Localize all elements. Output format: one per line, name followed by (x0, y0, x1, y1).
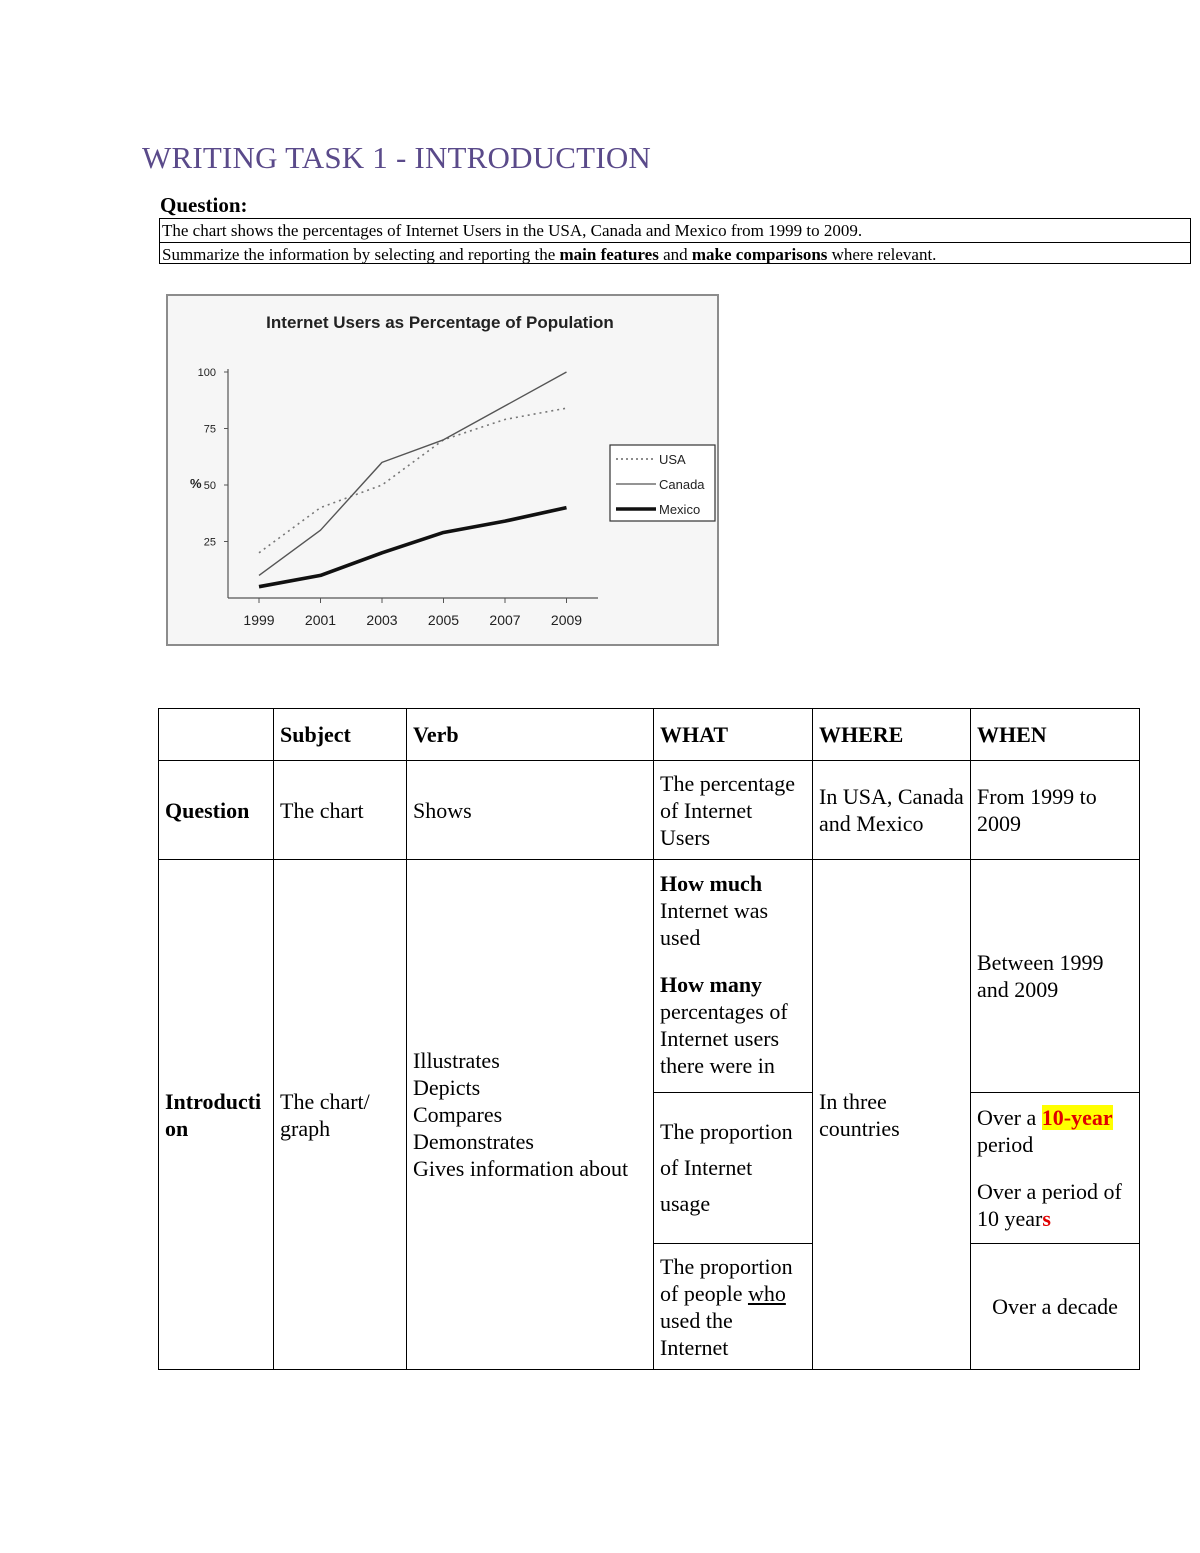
question-text: and (658, 245, 692, 264)
question-when: From 1999 to 2009 (971, 761, 1140, 860)
question-text: Summarize the information by selecting and reporting the (162, 245, 560, 264)
header-cell-blank (159, 709, 274, 761)
question-subject: The chart (274, 761, 407, 860)
verb-item: Illustrates (413, 1048, 500, 1073)
make-comparisons-emphasis: make comparisons (691, 245, 828, 264)
question-line-2 (160, 243, 1190, 266)
when-text: Over a (977, 1105, 1042, 1130)
main-features-emphasis: main features (559, 245, 659, 264)
x-tick-label: 2003 (366, 612, 398, 628)
when-text: period (977, 1132, 1034, 1157)
series-line-canada (259, 372, 567, 575)
highlight-10-year: 10-year (1041, 1105, 1113, 1130)
header-subject: Subject (274, 709, 407, 761)
series-line-mexico (259, 508, 567, 587)
y-tick-label: 50 (203, 480, 216, 492)
verb-item: Depicts (413, 1075, 481, 1100)
how-much-heading: How much (660, 871, 763, 896)
intro-what-proportion-people (654, 1244, 813, 1370)
when-period-line (977, 1178, 1133, 1232)
analysis-table (158, 708, 1140, 1370)
x-tick-label: 2007 (489, 612, 521, 628)
intro-what-how (654, 860, 813, 1093)
x-tick-label: 2005 (427, 612, 460, 628)
intro-where: In three countries (813, 860, 971, 1370)
header-what: WHAT (654, 709, 813, 761)
y-axis-label: % (190, 476, 202, 491)
what-text: The proportion of people (660, 1253, 793, 1306)
x-tick-label: 2009 (550, 612, 583, 628)
introduction-row (159, 860, 1140, 1093)
intro-when-between: Between 1999 and 2009 (971, 860, 1140, 1093)
question-text: where relevant. (827, 245, 937, 264)
question-label: Question: (160, 193, 248, 217)
when-text: Over a period of 10 year (977, 1179, 1122, 1231)
header-when: WHEN (971, 709, 1140, 761)
chart-legend (610, 445, 715, 521)
question-where: In USA, Canada and Mexico (813, 761, 971, 860)
header-verb: Verb (407, 709, 654, 761)
verb-item: Compares (413, 1102, 503, 1127)
question-what: The percentage of Internet Users (654, 761, 813, 860)
table-header-row (159, 709, 1140, 761)
intro-when-decade: Over a decade (971, 1244, 1140, 1370)
row-label-question: Question (159, 761, 274, 860)
intro-when-10-year (971, 1093, 1140, 1244)
legend-label-mexico: Mexico (659, 502, 701, 517)
question-row (159, 761, 1140, 860)
row-label-introduction: Introduction (159, 860, 274, 1370)
when-10-year-line (977, 1104, 1133, 1158)
chart-svg (168, 296, 717, 644)
what-text: used the Internet (660, 1307, 733, 1360)
verb-item: Gives information about (413, 1156, 629, 1181)
plural-s-emphasis: s (1042, 1206, 1051, 1231)
y-tick-label: 25 (203, 536, 216, 549)
legend-label-usa: USA (659, 452, 686, 467)
y-tick-label: 75 (203, 423, 216, 436)
how-much-text: Internet was used (660, 898, 769, 950)
question-line-1: The chart shows the percentages of Internet Users in the USA, Canada and Mexico from 1999 to 2009. (160, 219, 1190, 243)
intro-subject: The chart/ graph (274, 860, 407, 1370)
question-verb: Shows (407, 761, 654, 860)
question-box (159, 218, 1191, 264)
how-many-text: percentages of Internet users there were in (660, 999, 788, 1078)
header-where: WHERE (813, 709, 971, 761)
who-underlined: who (747, 1280, 786, 1306)
x-tick-label: 1999 (243, 612, 275, 628)
y-tick-label: 100 (197, 367, 216, 379)
how-many-heading: How many (660, 972, 763, 997)
chart-title: Internet Users as Percentage of Population (266, 313, 614, 332)
series-line-usa (259, 408, 567, 553)
x-tick-label: 2001 (304, 612, 337, 628)
intro-verbs (407, 860, 654, 1370)
legend-label-canada: Canada (659, 477, 705, 492)
page-title: WRITING TASK 1 - INTRODUCTION (142, 140, 652, 175)
line-chart (166, 294, 719, 646)
intro-what-proportion-usage: The proportion of Internet usage (654, 1093, 813, 1244)
verb-item: Demonstrates (413, 1129, 534, 1154)
